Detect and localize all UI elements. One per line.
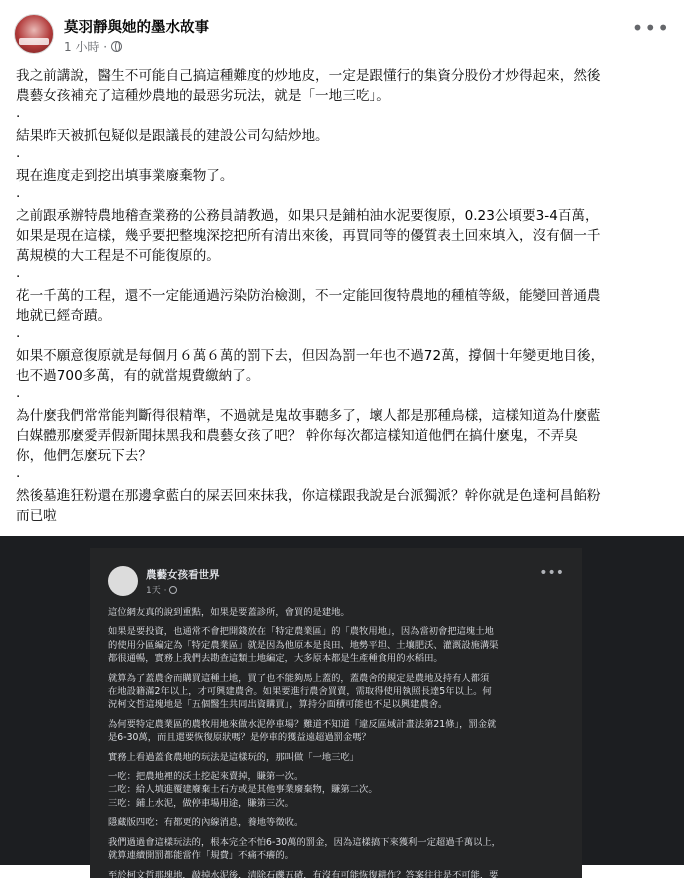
paragraph-separator: . <box>16 325 21 341</box>
post-paragraph: 如果不願意復原就是每個月６萬６萬的罰下去，但因為罰一年也不過72萬，撐個十年變更地目後， 也不過700多萬，有的就當規費繳納了。 <box>16 348 605 384</box>
post-paragraph: 現在進度走到挖出填事業廢棄物了。 <box>16 168 234 184</box>
paragraph-separator: . <box>16 465 21 481</box>
embedded-author: 農藝女孩看世界 <box>146 569 220 581</box>
post-time[interactable]: 1 小時 · <box>64 40 108 54</box>
embedded-paragraph: 實務上看過蓋食農地的玩法是這樣玩的，那叫做「一地三吃」 <box>108 751 360 763</box>
embedded-paragraph: 我們過過會這樣玩法的，根本完全不怕6-30萬的罰金，因為這樣搞下來獲利一定超過千萬以上， 就算連續開罰都能當作「規費」不痛不癢的。 <box>108 836 501 862</box>
embedded-paragraph: 隱藏版四吃：有都更的內線消息，養地等徵收。 <box>108 817 304 829</box>
embedded-more-icon: ••• <box>539 565 564 581</box>
paragraph-separator: . <box>16 385 21 401</box>
embedded-post <box>90 548 582 881</box>
attached-image[interactable] <box>0 536 684 881</box>
paragraph-separator: . <box>16 265 21 281</box>
post-paragraph: 我之前講說，醫生不可能自己搞這種難度的炒地皮，一定是跟懂行的集資分股份才炒得起來，然後 農藝女孩補充了這種炒農地的最惡劣玩法，就是「一地三吃」。 <box>16 68 601 104</box>
embedded-body <box>108 606 568 882</box>
post-body <box>16 66 666 526</box>
post-paragraph: 然後墓進狂粉還在那邊拿藍白的屎丟回來抹我，你這樣跟我說是台派獨派？幹你就是色達柯昌餡粉 而已啦 <box>16 488 601 524</box>
embedded-time: 1天 · <box>146 586 167 596</box>
embedded-avatar <box>108 566 138 596</box>
paragraph-separator: . <box>16 145 21 161</box>
paragraph-separator: . <box>16 185 21 201</box>
embedded-paragraph: 這位網友真的說到重點，如果是要蓋診所，會買的是建地。 <box>108 607 350 618</box>
post-meta <box>64 38 122 55</box>
embedded-globe-icon <box>169 586 177 594</box>
embedded-paragraph: 為何要特定農業區的農牧用地來做水泥停車場？難道不知道「違反區域計畫法第21條」，罰金就 是6-30萬，而且還要恢復原狀嗎？是停車的獲益遠超過罰金嗎？ <box>108 718 497 744</box>
embedded-paragraph: 一吃：把農地裡的沃土挖起來賣掉，賺第一次。 二吃：給人填進覆建廢棄土石方或是其他事業廢棄物，賺第二次。 三吃：鋪上水泥，做停車場用途，賺第三次。 <box>108 771 378 809</box>
post-paragraph: 為什麼我們常常能判斷得很精準，不過就是鬼故事聽多了，壞人都是那種鳥樣，這樣知道為什麼藍 白媒體那麼愛弄假新聞抹黑我和農藝女孩了吧？ 幹你每次都這樣知道他們在搞什麼鬼，不弄臭 你，他們怎麼玩下去？ <box>16 408 601 464</box>
post-header <box>14 12 674 58</box>
globe-icon <box>111 41 122 52</box>
embedded-meta <box>146 583 177 596</box>
more-icon[interactable]: ••• <box>631 16 670 40</box>
post-paragraph: 結果昨天被抓包疑似是跟議長的建設公司勾結炒地。 <box>16 128 329 144</box>
embedded-paragraph: 至於柯文哲那塊地，敲掉水泥後，清除石礫五碴，有沒有可能恢復耕作？答案往往是不可能，要 <box>108 869 499 881</box>
embedded-paragraph: 如果是要投資，也通常不會把開錢放在「特定農業區」的「農牧用地」，因為當初會把這塊土地 的使用分區編定為「特定農業區」就是因為他原本是良田、地勢平坦、土壤肥沃、灌溉設施溝渠 都很通暢，實務上我們去勘查這類土地編定，大多原本都是生產種食用的水稻田。 <box>108 626 499 665</box>
embedded-paragraph: 就算為了蓋農舍而購買這種土地，買了也不能夠馬上蓋的，蓋農舍的規定是農地及持有人都須 在地設籍滿2年以上，才可興建農舍。如果要進行農舍買賣，需取得使用執照長達5年以上。何 況柯文哲這塊地是「五個醫生共同出資購買」，算持分面積可能也不足以興建農舍。 <box>108 672 492 711</box>
author-name[interactable]: 莫羽靜與她的墨水故事 <box>64 20 209 36</box>
post-paragraph: 花一千萬的工程，還不一定能通過污染防治檢測，不一定能回復特農地的種植等級，能變回普通農 地就已經奇蹟。 <box>16 288 601 324</box>
author-avatar[interactable] <box>14 14 54 54</box>
paragraph-separator: . <box>16 105 21 121</box>
post-paragraph: 之前跟承辦特農地稽查業務的公務員請教過，如果只是鋪柏油水泥要復原，0.23公頃要3-4百萬， 如果是現在這樣，幾乎要把整塊深挖把所有清出來後，再買同等的優質表土回來填入，沒有個一千 萬規模的大工程是不可能復原的。 <box>16 208 601 264</box>
